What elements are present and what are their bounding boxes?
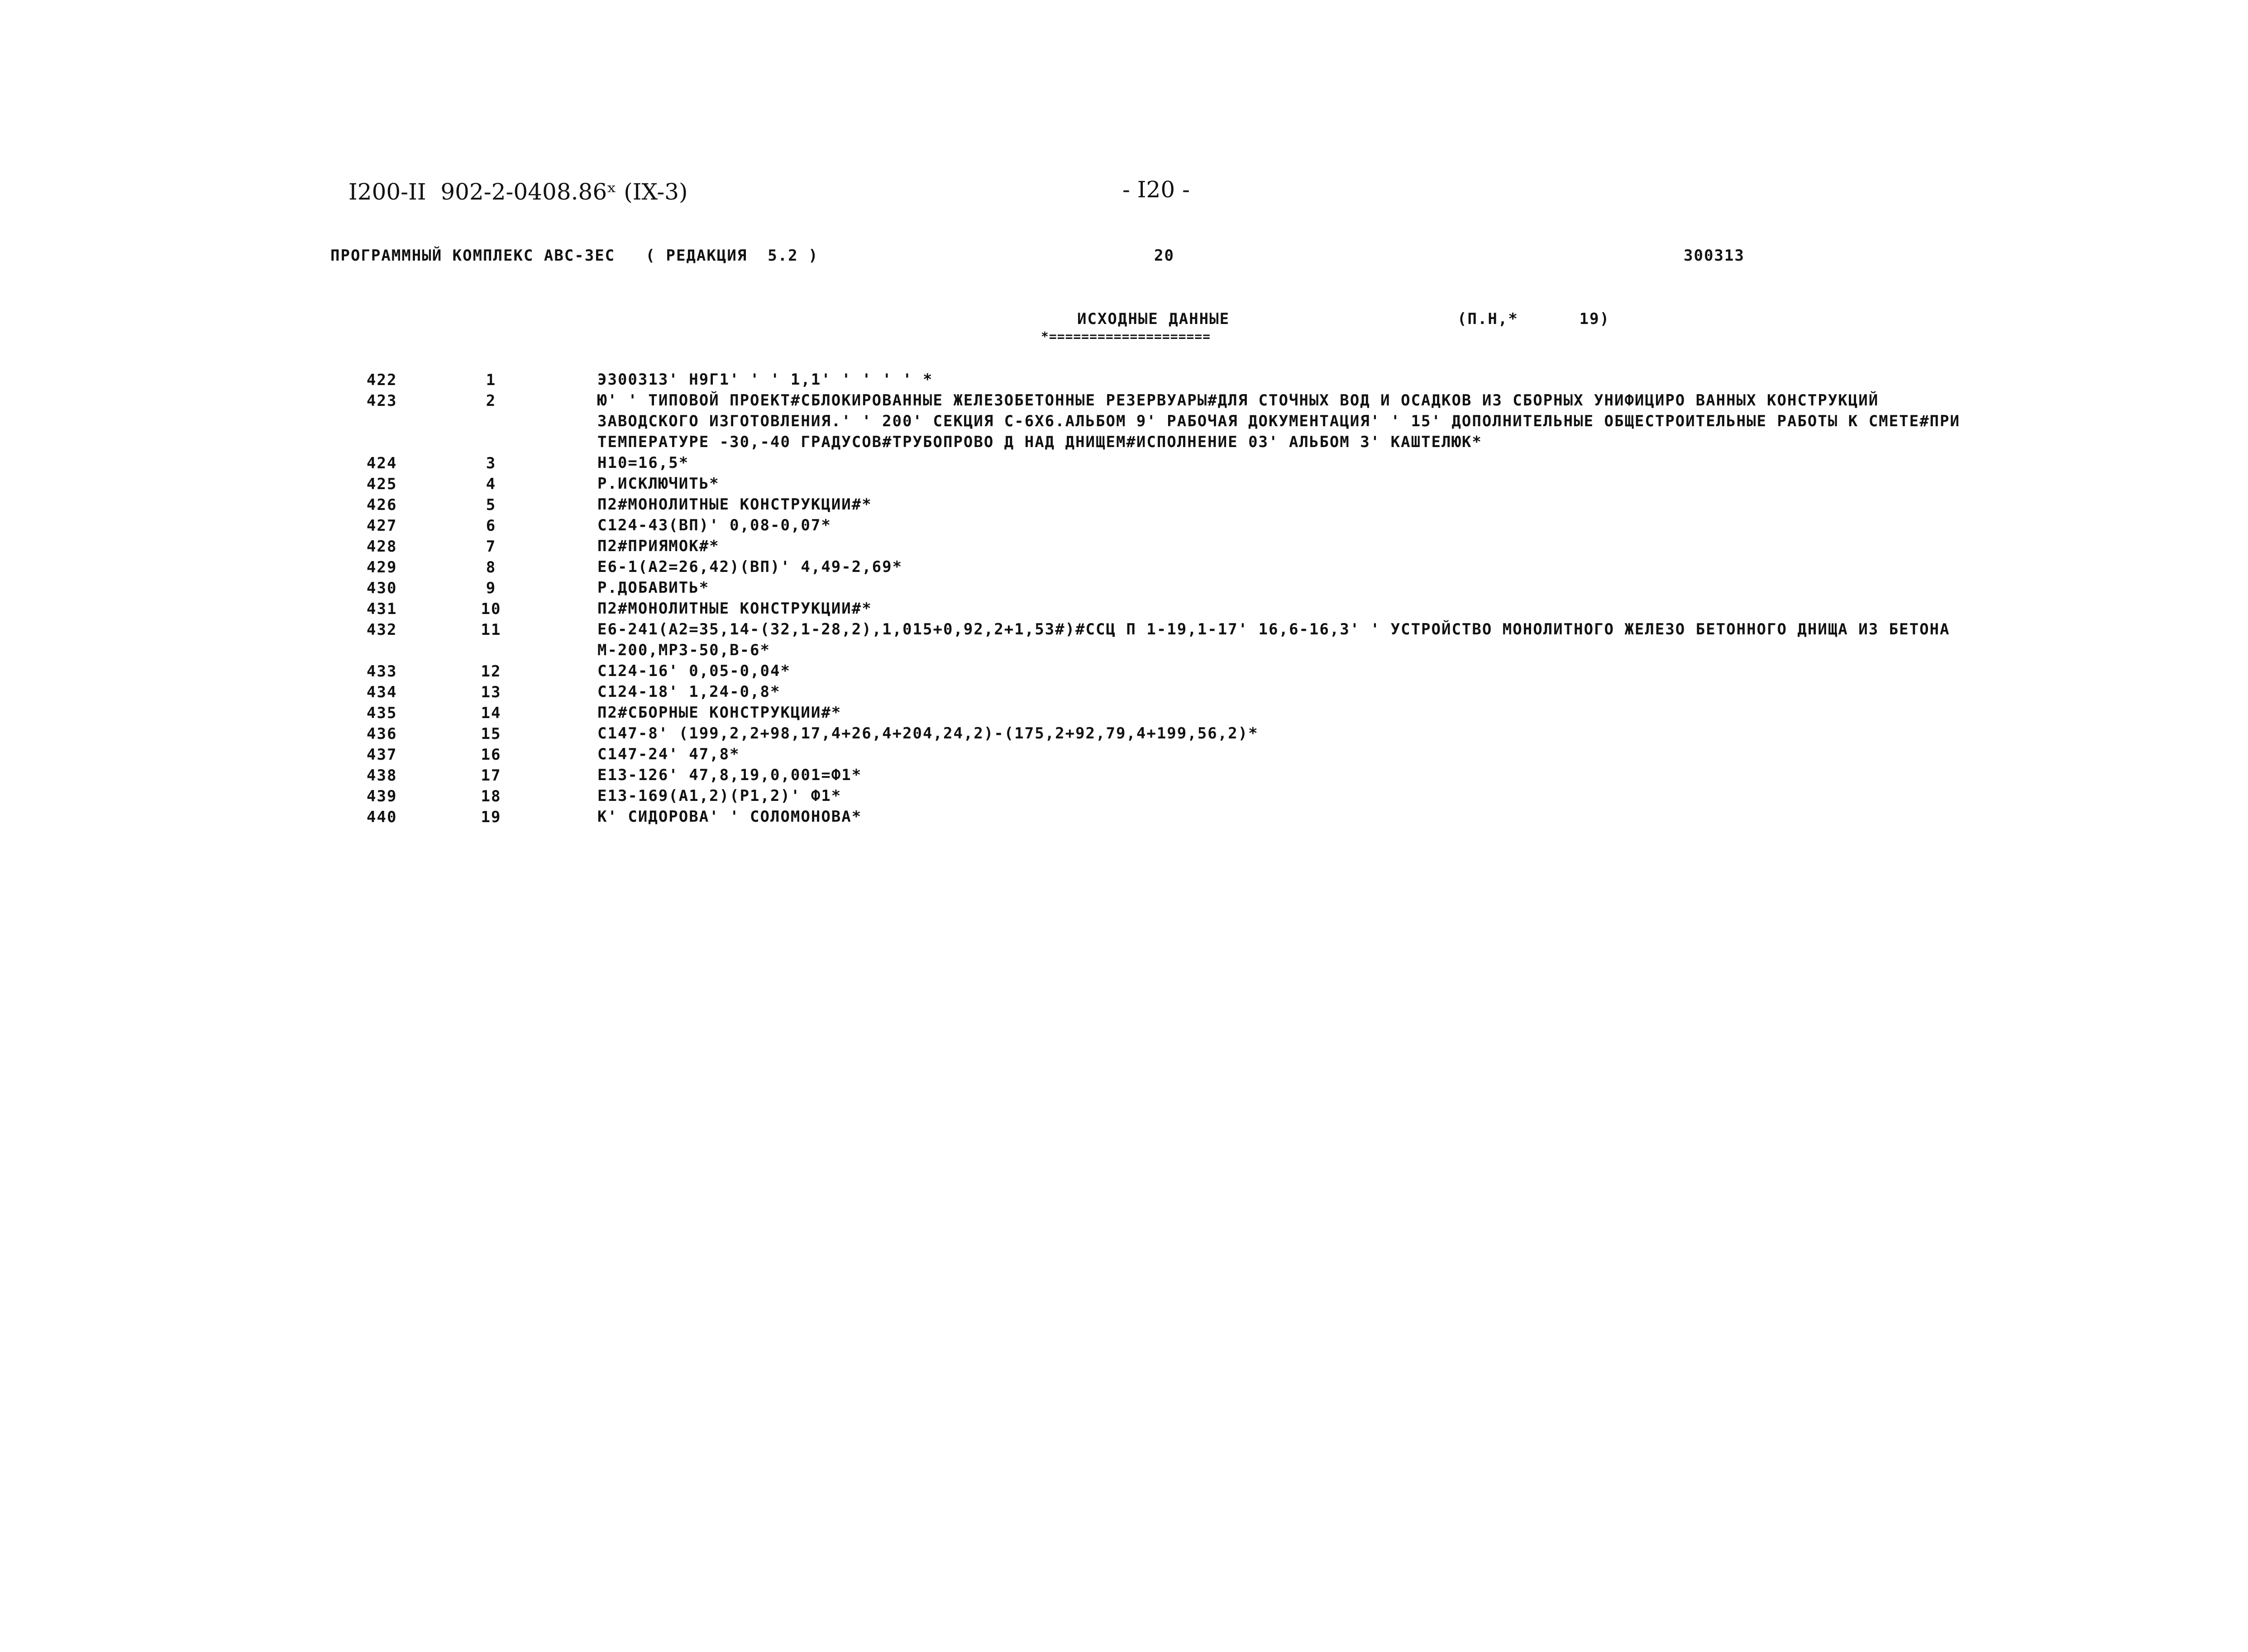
listing-row xyxy=(0,808,2248,829)
listing-row xyxy=(0,766,2248,787)
sequence-number: 17 xyxy=(481,766,501,785)
record-text: Э300313' Н9Г1' ' ' 1,1' ' ' ' ' * xyxy=(597,371,933,389)
listing-row xyxy=(0,746,2248,766)
line-number: 427 xyxy=(367,517,397,535)
record-text: К' СИДОРОВА' ' СОЛОМОНОВА* xyxy=(597,808,862,826)
record-text: С124-18' 1,24-0,8* xyxy=(597,683,781,701)
line-number: 437 xyxy=(367,746,397,764)
listing-row xyxy=(0,621,2248,662)
listing-row xyxy=(0,600,2248,621)
sequence-number: 7 xyxy=(486,538,496,556)
record-text: П2#МОНОЛИТНЫЕ КОНСТРУКЦИИ#* xyxy=(597,600,872,618)
listing-row xyxy=(0,371,2248,392)
record-text: П2#МОНОЛИТНЫЕ КОНСТРУКЦИИ#* xyxy=(597,495,872,514)
object-code: 300313 xyxy=(1684,247,1745,265)
line-number: 430 xyxy=(367,579,397,597)
line-number: 439 xyxy=(367,787,397,805)
listing-row xyxy=(0,496,2248,517)
line-number: 440 xyxy=(367,808,397,826)
input-data-listing xyxy=(0,371,2248,829)
record-text: С147-24' 47,8* xyxy=(597,745,740,763)
listing-row xyxy=(0,538,2248,558)
sequence-number: 12 xyxy=(481,662,501,681)
listing-row xyxy=(0,475,2248,496)
listing-row xyxy=(0,454,2248,475)
record-text: П2#СБОРНЫЕ КОНСТРУКЦИИ#* xyxy=(597,704,842,722)
section-underline: *==================== xyxy=(1041,329,1211,344)
sequence-number: 1 xyxy=(486,371,496,389)
line-number: 423 xyxy=(367,392,397,410)
sequence-number: 6 xyxy=(486,517,496,535)
line-number: 431 xyxy=(367,600,397,618)
line-number: 422 xyxy=(367,371,397,389)
sequence-number: 9 xyxy=(486,579,496,597)
record-text: П2#ПРИЯМОК#* xyxy=(597,537,720,555)
page-number: - I20 - xyxy=(1122,176,1190,203)
section-title: ИСХОДНЫЕ ДАННЫЕ xyxy=(1077,310,1230,328)
sequence-number: 16 xyxy=(481,746,501,764)
listing-row xyxy=(0,683,2248,704)
line-number: 435 xyxy=(367,704,397,722)
line-number: 434 xyxy=(367,683,397,701)
section-reference: (П.Н,* 19) xyxy=(1457,310,1610,328)
record-text: Р.ИСКЛЮЧИТЬ* xyxy=(597,475,720,493)
record-text: Н10=16,5* xyxy=(597,454,689,472)
line-number: 433 xyxy=(367,662,397,681)
listing-row xyxy=(0,725,2248,746)
sequence-number: 15 xyxy=(481,725,501,743)
listing-row xyxy=(0,662,2248,683)
line-number: 426 xyxy=(367,496,397,514)
listing-row xyxy=(0,704,2248,725)
sequence-number: 14 xyxy=(481,704,501,722)
listing-row xyxy=(0,579,2248,600)
printout-page-number: 20 xyxy=(1154,247,1174,265)
sequence-number: 3 xyxy=(486,454,496,472)
record-text: Е6-1(А2=26,42)(ВП)' 4,49-2,69* xyxy=(597,558,903,576)
line-number: 436 xyxy=(367,725,397,743)
sequence-number: 4 xyxy=(486,475,496,493)
document-id: I200-II 902-2-0408.86ˣ (IX-3) xyxy=(348,179,688,205)
program-header: ПРОГРАММНЫЙ КОМПЛЕКС АВС-ЗЕС ( РЕДАКЦИЯ 5.2 ) xyxy=(330,247,819,265)
record-text: С147-8' (199,2,2+98,17,4+26,4+204,24,2)-(175,2+92,79,4+199,56,2)* xyxy=(597,724,1259,743)
listing-row xyxy=(0,558,2248,579)
record-text: Е13-126' 47,8,19,0,001=Ф1* xyxy=(597,766,862,784)
record-text: С124-16' 0,05-0,04* xyxy=(597,662,791,680)
sequence-number: 19 xyxy=(481,808,501,826)
sequence-number: 5 xyxy=(486,496,496,514)
record-text: С124-43(ВП)' 0,08-0,07* xyxy=(597,516,831,534)
sequence-number: 11 xyxy=(481,621,501,639)
sequence-number: 13 xyxy=(481,683,501,701)
line-number: 428 xyxy=(367,538,397,556)
line-number: 429 xyxy=(367,558,397,576)
record-text: Е6-241(А2=35,14-(32,1-28,2),1,015+0,92,2+1,53#)#ССЦ П 1-19,1-17' 16,6-16,3' ' УСТРОЙСТВО МОНОЛИТНОГО ЖЕЛЕЗО БЕТОННОГО ДНИЩА ИЗ БЕТОНА М-200,МРЗ-50,В-6* xyxy=(597,620,1950,659)
sequence-number: 18 xyxy=(481,787,501,805)
record-text: Ю' ' ТИПОВОЙ ПРОЕКТ#СБЛОКИРОВАННЫЕ ЖЕЛЕЗОБЕТОННЫЕ РЕЗЕРВУАРЫ#ДЛЯ СТОЧНЫХ ВОД И ОСАДКОВ ИЗ СБОРНЫХ УНИФИЦИРО ВАННЫХ КОНСТРУКЦИЙ ЗАВОДСКОГО ИЗГОТОВЛЕНИЯ.' ' 200' СЕКЦИЯ С-6Х6.АЛЬБОМ 9' РАБОЧАЯ ДОКУМЕНТАЦИЯ' ' 15' ДОПОЛНИТЕЛЬНЫЕ ОБЩЕСТРОИТЕЛЬНЫЕ РАБОТЫ К СМЕТЕ#ПРИ ТЕМПЕРАТУРЕ -30,-40 ГРАДУСОВ#ТРУБОПРОВО Д НАД ДНИЩЕМ#ИСПОЛНЕНИЕ 03' АЛЬБОМ 3' КАШТЕЛЮК* xyxy=(597,391,1960,451)
record-text: Е13-169(А1,2)(Р1,2)' Ф1* xyxy=(597,787,842,805)
line-number: 425 xyxy=(367,475,397,493)
line-number: 424 xyxy=(367,454,397,472)
listing-row xyxy=(0,517,2248,538)
listing-row xyxy=(0,392,2248,454)
line-number: 432 xyxy=(367,621,397,639)
sequence-number: 10 xyxy=(481,600,501,618)
line-number: 438 xyxy=(367,766,397,785)
sequence-number: 2 xyxy=(486,392,496,410)
record-text: Р.ДОБАВИТЬ* xyxy=(597,579,710,597)
sequence-number: 8 xyxy=(486,558,496,576)
listing-row xyxy=(0,787,2248,808)
